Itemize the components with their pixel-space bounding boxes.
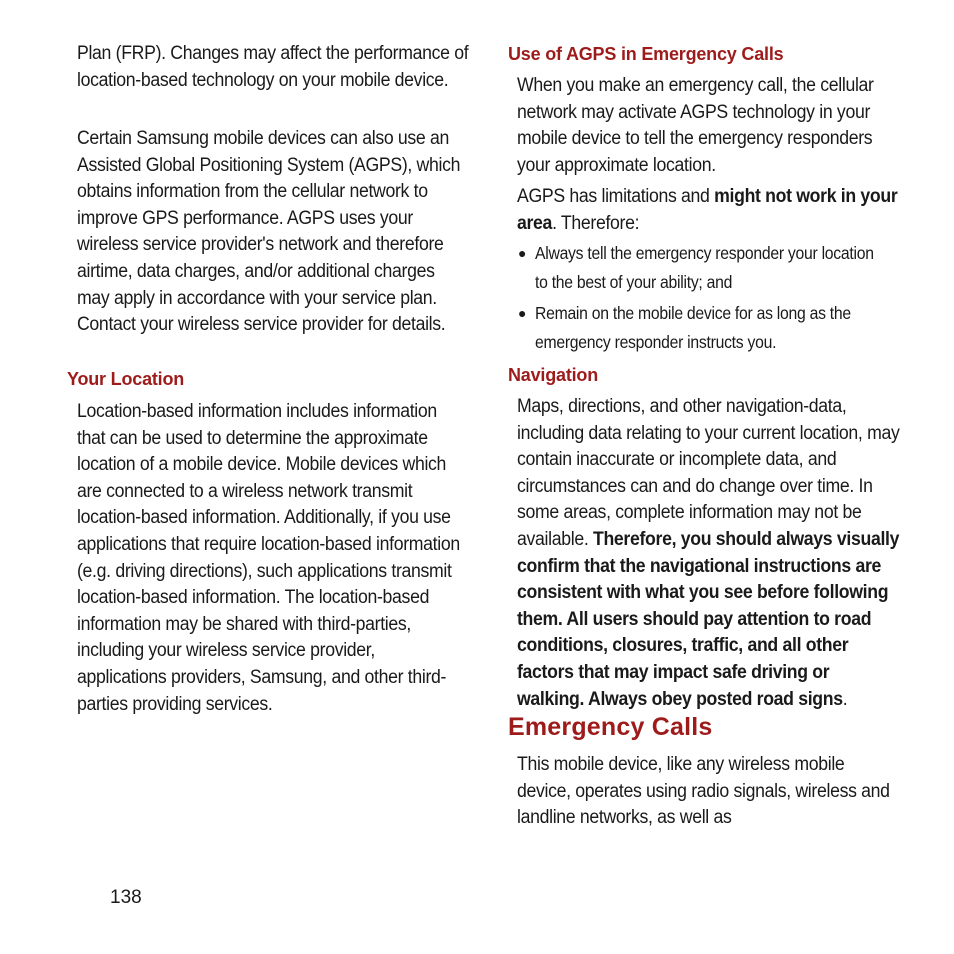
left-paragraph-frp [77, 41, 467, 94]
list-item [518, 299, 900, 357]
bold-text-run: Therefore, you should always visually confirm that the navigational instructions are consistent with what you see before following them. All users should pay attention to road conditions, closures, traffic, and all other factors that may impact safe driving or walking. Always obey posted road signs [517, 528, 900, 710]
bold-text-run: might not work in your area [517, 186, 898, 234]
emergency-calls-heading: Emergency Calls [508, 713, 713, 741]
paragraph-text: Certain Samsung mobile devices can also use an Assisted Global Positioning System (AGPS), which obtains information from the cellular network to improve GPS performance. AGPS uses your wireless service provider's network and therefore airtime, data charges, and/or additional charges may apply in accordance with your service plan. Contact your wireless service provider for details. [77, 128, 461, 336]
paragraph-text: When you make an emergency call, the cellular network may activate AGPS technology in your mobile device to tell the emergency responders your approximate location. [517, 75, 874, 176]
right-paragraph-navigation [517, 394, 899, 713]
navigation-heading: Navigation [508, 365, 599, 385]
your-location-heading: Your Location [67, 369, 185, 389]
text-run: . [842, 688, 848, 710]
bullet-list [518, 239, 900, 357]
paragraph-text: Location-based information includes information that can be used to determine the approximate location of a mobile device. Mobile devices which are connected to a wireless network transmit location-based information. Additionally, if you use applications that require location-based information (e.g. driving directions), such applications transmit location-based information. The location-based information may be shared with third-parties, including your wireless service provider, applications providers, Samsung, and other third-parties providing services. [77, 401, 460, 715]
text-run: AGPS has limitations and [517, 186, 715, 207]
list-item-text: Remain on the mobile device for as long as the emergency responder instructs you. [535, 303, 851, 352]
paragraph-text: This mobile device, like any wireless mobile device, operates using radio signals, wireless and landline networks, as well as [517, 754, 890, 829]
right-paragraph-emergency-calls [517, 752, 899, 832]
list-item [518, 239, 900, 297]
paragraph-text [517, 394, 901, 713]
paragraph-text: Plan (FRP). Changes may affect the performance of location-based technology on your mobile device. [77, 43, 469, 91]
paragraph-text [517, 184, 901, 237]
page-number: 138 [110, 887, 142, 908]
bullet-icon: ● [518, 305, 527, 321]
bullet-icon: ● [518, 245, 527, 261]
right-paragraph-limitations [517, 184, 899, 237]
list-item-text: Always tell the emergency responder your location to the best of your ability; and [535, 243, 874, 292]
right-paragraph-emergency-call [517, 73, 899, 179]
text-run: . Therefore: [552, 212, 640, 234]
agps-emergency-heading: Use of AGPS in Emergency Calls [508, 44, 784, 64]
left-paragraph-agps [77, 126, 467, 339]
text-run: Maps, directions, and other navigation-data, including data relating to your current location, may contain inaccurate or incomplete data, and circumstances can and do change over time. In some areas, complete information may not be available. [517, 396, 900, 550]
left-paragraph-location [77, 399, 467, 718]
